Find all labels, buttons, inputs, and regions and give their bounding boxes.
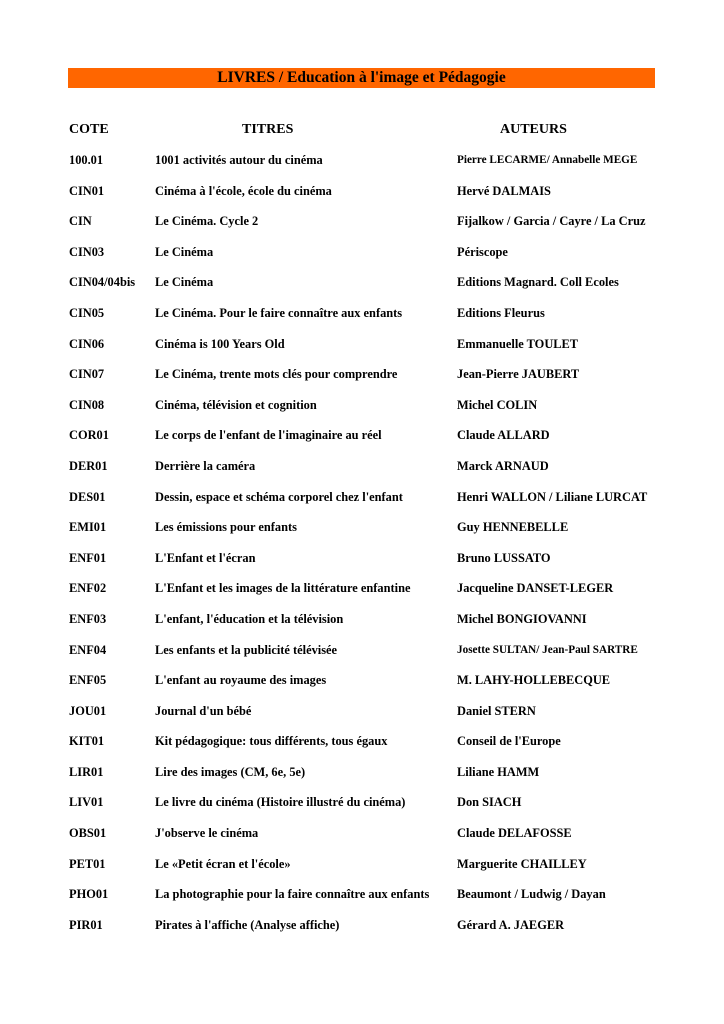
title-cell: Le Cinéma. Cycle 2 <box>155 214 259 229</box>
title-cell: Dessin, espace et schéma corporel chez l'enfant <box>155 489 403 504</box>
title-cell: Lire des images (CM, 6e, 5e) <box>155 764 306 779</box>
table-row <box>0 792 724 823</box>
title-bar <box>68 68 655 88</box>
cote-cell: ENF04 <box>69 642 107 657</box>
author-cell: Michel COLIN <box>457 397 538 412</box>
table-row <box>0 456 724 487</box>
cote-cell: CIN06 <box>69 336 105 351</box>
table-row <box>0 854 724 885</box>
table-row <box>0 395 724 426</box>
title-cell: Journal d'un bébé <box>155 703 252 718</box>
cote-cell: DER01 <box>69 458 108 473</box>
author-cell: Conseil de l'Europe <box>457 734 561 749</box>
catalog-table <box>0 150 724 945</box>
cote-cell: EMI01 <box>69 520 107 535</box>
author-cell: Jacqueline DANSET-LEGER <box>457 581 614 596</box>
table-row <box>0 364 724 395</box>
author-cell: Pierre LECARME/ Annabelle MEGE <box>457 154 638 166</box>
title-cell: Le Cinéma, trente mots clés pour comprendre <box>155 367 398 382</box>
table-row <box>0 670 724 701</box>
table-row <box>0 150 724 181</box>
cote-cell: COR01 <box>69 428 109 443</box>
title-cell: Les enfants et la publicité télévisée <box>155 642 338 657</box>
cote-cell: CIN05 <box>69 305 105 320</box>
table-row <box>0 640 724 671</box>
cote-cell: CIN <box>69 214 92 229</box>
title-cell: Le «Petit écran et l'école» <box>155 856 291 871</box>
author-cell: Michel BONGIOVANNI <box>457 611 587 626</box>
title-cell: L'enfant, l'éducation et la télévision <box>155 611 344 626</box>
cote-cell: KIT01 <box>69 734 105 749</box>
title-cell: Les émissions pour enfants <box>155 520 297 535</box>
author-cell: Josette SULTAN/ Jean-Paul SARTRE <box>457 643 638 656</box>
table-row <box>0 915 724 946</box>
author-cell: Hervé DALMAIS <box>457 183 551 198</box>
cote-cell: CIN08 <box>69 397 105 412</box>
table-row <box>0 303 724 334</box>
cote-cell: PET01 <box>69 856 106 871</box>
author-cell: Claude DELAFOSSE <box>457 826 572 841</box>
cote-cell: ENF03 <box>69 611 107 626</box>
title-cell: Cinéma is 100 Years Old <box>155 336 285 351</box>
table-row <box>0 762 724 793</box>
author-cell: Beaumont / Ludwig / Dayan <box>457 887 606 902</box>
author-cell: Jean-Pierre JAUBERT <box>457 367 580 382</box>
cote-cell: PIR01 <box>69 917 103 932</box>
title-cell: L'enfant au royaume des images <box>155 673 327 688</box>
table-row <box>0 701 724 732</box>
author-cell: Liliane HAMM <box>457 764 540 779</box>
table-row <box>0 334 724 365</box>
author-cell: Daniel STERN <box>457 703 536 718</box>
title-cell: J'observe le cinéma <box>155 826 259 841</box>
table-row <box>0 823 724 854</box>
table-row <box>0 211 724 242</box>
cote-cell: LIR01 <box>69 764 104 779</box>
cote-cell: LIV01 <box>69 795 104 810</box>
title-cell: 1001 activités autour du cinéma <box>155 153 323 167</box>
table-row <box>0 272 724 303</box>
table-row <box>0 884 724 915</box>
cote-cell: CIN01 <box>69 183 105 198</box>
table-row <box>0 425 724 456</box>
title-cell: La photographie pour la faire connaître aux enfants <box>155 887 430 902</box>
author-cell: Don SIACH <box>457 795 522 810</box>
table-row <box>0 578 724 609</box>
author-cell: Marguerite CHAILLEY <box>457 856 587 871</box>
title-cell: L'Enfant et les images de la littérature enfantine <box>155 581 411 596</box>
title-cell: Cinéma, télévision et cognition <box>155 397 317 412</box>
title-cell: Le Cinéma <box>155 244 214 259</box>
title-cell: Kit pédagogique: tous différents, tous égaux <box>155 734 388 749</box>
author-cell: Gérard A. JAEGER <box>457 917 565 932</box>
author-cell: Claude ALLARD <box>457 428 550 443</box>
author-cell: Emmanuelle TOULET <box>457 336 579 351</box>
author-cell: Fijalkow / Garcia / Cayre / La Cruz <box>457 214 646 229</box>
cote-cell: CIN03 <box>69 244 105 259</box>
author-cell: M. LAHY-HOLLEBECQUE <box>457 673 611 688</box>
cote-cell: DES01 <box>69 489 106 504</box>
cote-cell: CIN04/04bis <box>69 275 136 290</box>
table-row <box>0 242 724 273</box>
title-cell: Derrière la caméra <box>155 458 256 473</box>
table-row <box>0 731 724 762</box>
document-title: LIVRES / Education à l'image et Pédagogie <box>217 69 506 86</box>
title-cell: Le Cinéma <box>155 275 214 290</box>
author-cell: Bruno LUSSATO <box>457 550 551 565</box>
table-row <box>0 548 724 579</box>
column-header-auteurs: AUTEURS <box>500 122 567 137</box>
cote-cell: ENF02 <box>69 581 107 596</box>
column-header-titres: TITRES <box>242 122 294 137</box>
table-row <box>0 517 724 548</box>
title-cell: Le Cinéma. Pour le faire connaître aux enfants <box>155 305 403 320</box>
author-cell: Périscope <box>457 244 508 259</box>
author-cell: Marck ARNAUD <box>457 458 549 473</box>
table-row <box>0 609 724 640</box>
cote-cell: PHO01 <box>69 887 109 902</box>
cote-cell: JOU01 <box>69 703 107 718</box>
title-cell: Pirates à l'affiche (Analyse affiche) <box>155 917 340 932</box>
title-cell: Cinéma à l'école, école du cinéma <box>155 183 332 198</box>
title-cell: Le corps de l'enfant de l'imaginaire au réel <box>155 428 382 443</box>
title-cell: L'Enfant et l'écran <box>155 550 256 565</box>
table-row <box>0 487 724 518</box>
author-cell: Guy HENNEBELLE <box>457 520 569 535</box>
column-header-cote: COTE <box>69 122 109 137</box>
author-cell: Editions Fleurus <box>457 305 545 320</box>
cote-cell: ENF05 <box>69 673 107 688</box>
cote-cell: ENF01 <box>69 550 107 565</box>
author-cell: Editions Magnard. Coll Ecoles <box>457 275 619 290</box>
title-cell: Le livre du cinéma (Histoire illustré du cinéma) <box>155 795 406 810</box>
cote-cell: 100.01 <box>69 153 104 167</box>
cote-cell: CIN07 <box>69 367 105 382</box>
table-row <box>0 181 724 212</box>
cote-cell: OBS01 <box>69 826 107 841</box>
author-cell: Henri WALLON / Liliane LURCAT <box>457 489 648 504</box>
